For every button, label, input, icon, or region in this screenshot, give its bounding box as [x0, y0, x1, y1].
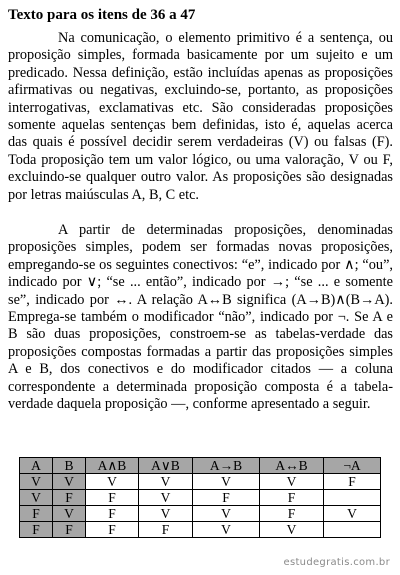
- header-cell: A∧B: [86, 458, 139, 474]
- table-cell: V: [193, 522, 260, 538]
- table-cell: V: [20, 474, 53, 490]
- table-row: [20, 506, 381, 522]
- table-cell: F: [20, 506, 53, 522]
- table-cell: [324, 490, 381, 506]
- header-cell: A→B: [193, 458, 260, 474]
- table-cell: V: [260, 474, 324, 490]
- table-cell: V: [193, 474, 260, 490]
- table-cell: F: [260, 506, 324, 522]
- header-cell: A∨B: [139, 458, 193, 474]
- header-cell: ¬A: [324, 458, 381, 474]
- truth-table-header-row: [20, 458, 381, 474]
- table-cell: V: [86, 474, 139, 490]
- site-credit: estudegratis.com.br: [283, 557, 390, 568]
- header-cell: A↔B: [260, 458, 324, 474]
- table-cell: F: [260, 490, 324, 506]
- table-cell: F: [193, 490, 260, 506]
- table-cell: F: [86, 522, 139, 538]
- table-cell: V: [139, 506, 193, 522]
- table-cell: F: [53, 490, 86, 506]
- table-row: [20, 490, 381, 506]
- table-cell: V: [53, 506, 86, 522]
- header-cell: B: [53, 458, 86, 474]
- table-cell: F: [86, 490, 139, 506]
- paragraph-1: Na comunicação, o elemento primitivo é a sentença, ou proposição simples, formada basicamente por um sujeito e um predicado. Nessa definição, estão incluídas apenas as proposições afirmativas ou negativas, excluindo-se, portanto, as proposições interrogativas, exclamativas etc. São consideradas proposições somente aquelas sentenças bem definidas, isto é, aquelas acerca das quais é possível decidir serem verdadeiras (V) ou falsas (F). Toda proposição tem um valor lógico, ou uma valoração, V ou F, excluindo-se qualquer outro valor. As proposições são designadas por letras maiúsculas A, B, C etc.: [8, 30, 393, 203]
- table-cell: V: [20, 490, 53, 506]
- page-title: Texto para os itens de 36 a 47: [8, 7, 196, 23]
- table-cell: [324, 522, 381, 538]
- table-cell: F: [20, 522, 53, 538]
- header-cell: A: [20, 458, 53, 474]
- table-cell: F: [53, 522, 86, 538]
- table-cell: V: [53, 474, 86, 490]
- table-cell: F: [139, 522, 193, 538]
- paragraph-2: A partir de determinadas proposições, denominadas proposições simples, podem ser formadas novas proposições, empregando-se os seguintes conectivos: “e”, indicado por ∧; “ou”, indicado por ∨; “se ... então”, indicado por →; “se ... e somente se”, indicado por ↔. A relação A↔B significa (A→B)∧(B→A). Emprega-se também o modificador “não”, indicado por ¬. Se A e B são duas proposições, constroem-se as tabelas-verdade das proposições compostas formadas a partir das proposições simples A e B, dos conectivos e do modificador citados — a coluna correspondente a determinada proposição composta é a tabela-verdade daquela proposição —, conforme apresentado a seguir.: [8, 222, 393, 413]
- table-cell: V: [139, 490, 193, 506]
- table-cell: F: [324, 474, 381, 490]
- table-row: [20, 474, 381, 490]
- table-cell: V: [139, 474, 193, 490]
- table-cell: V: [193, 506, 260, 522]
- table-cell: F: [86, 506, 139, 522]
- table-cell: V: [324, 506, 381, 522]
- table-cell: V: [260, 522, 324, 538]
- table-row: [20, 522, 381, 538]
- truth-table: [19, 457, 381, 538]
